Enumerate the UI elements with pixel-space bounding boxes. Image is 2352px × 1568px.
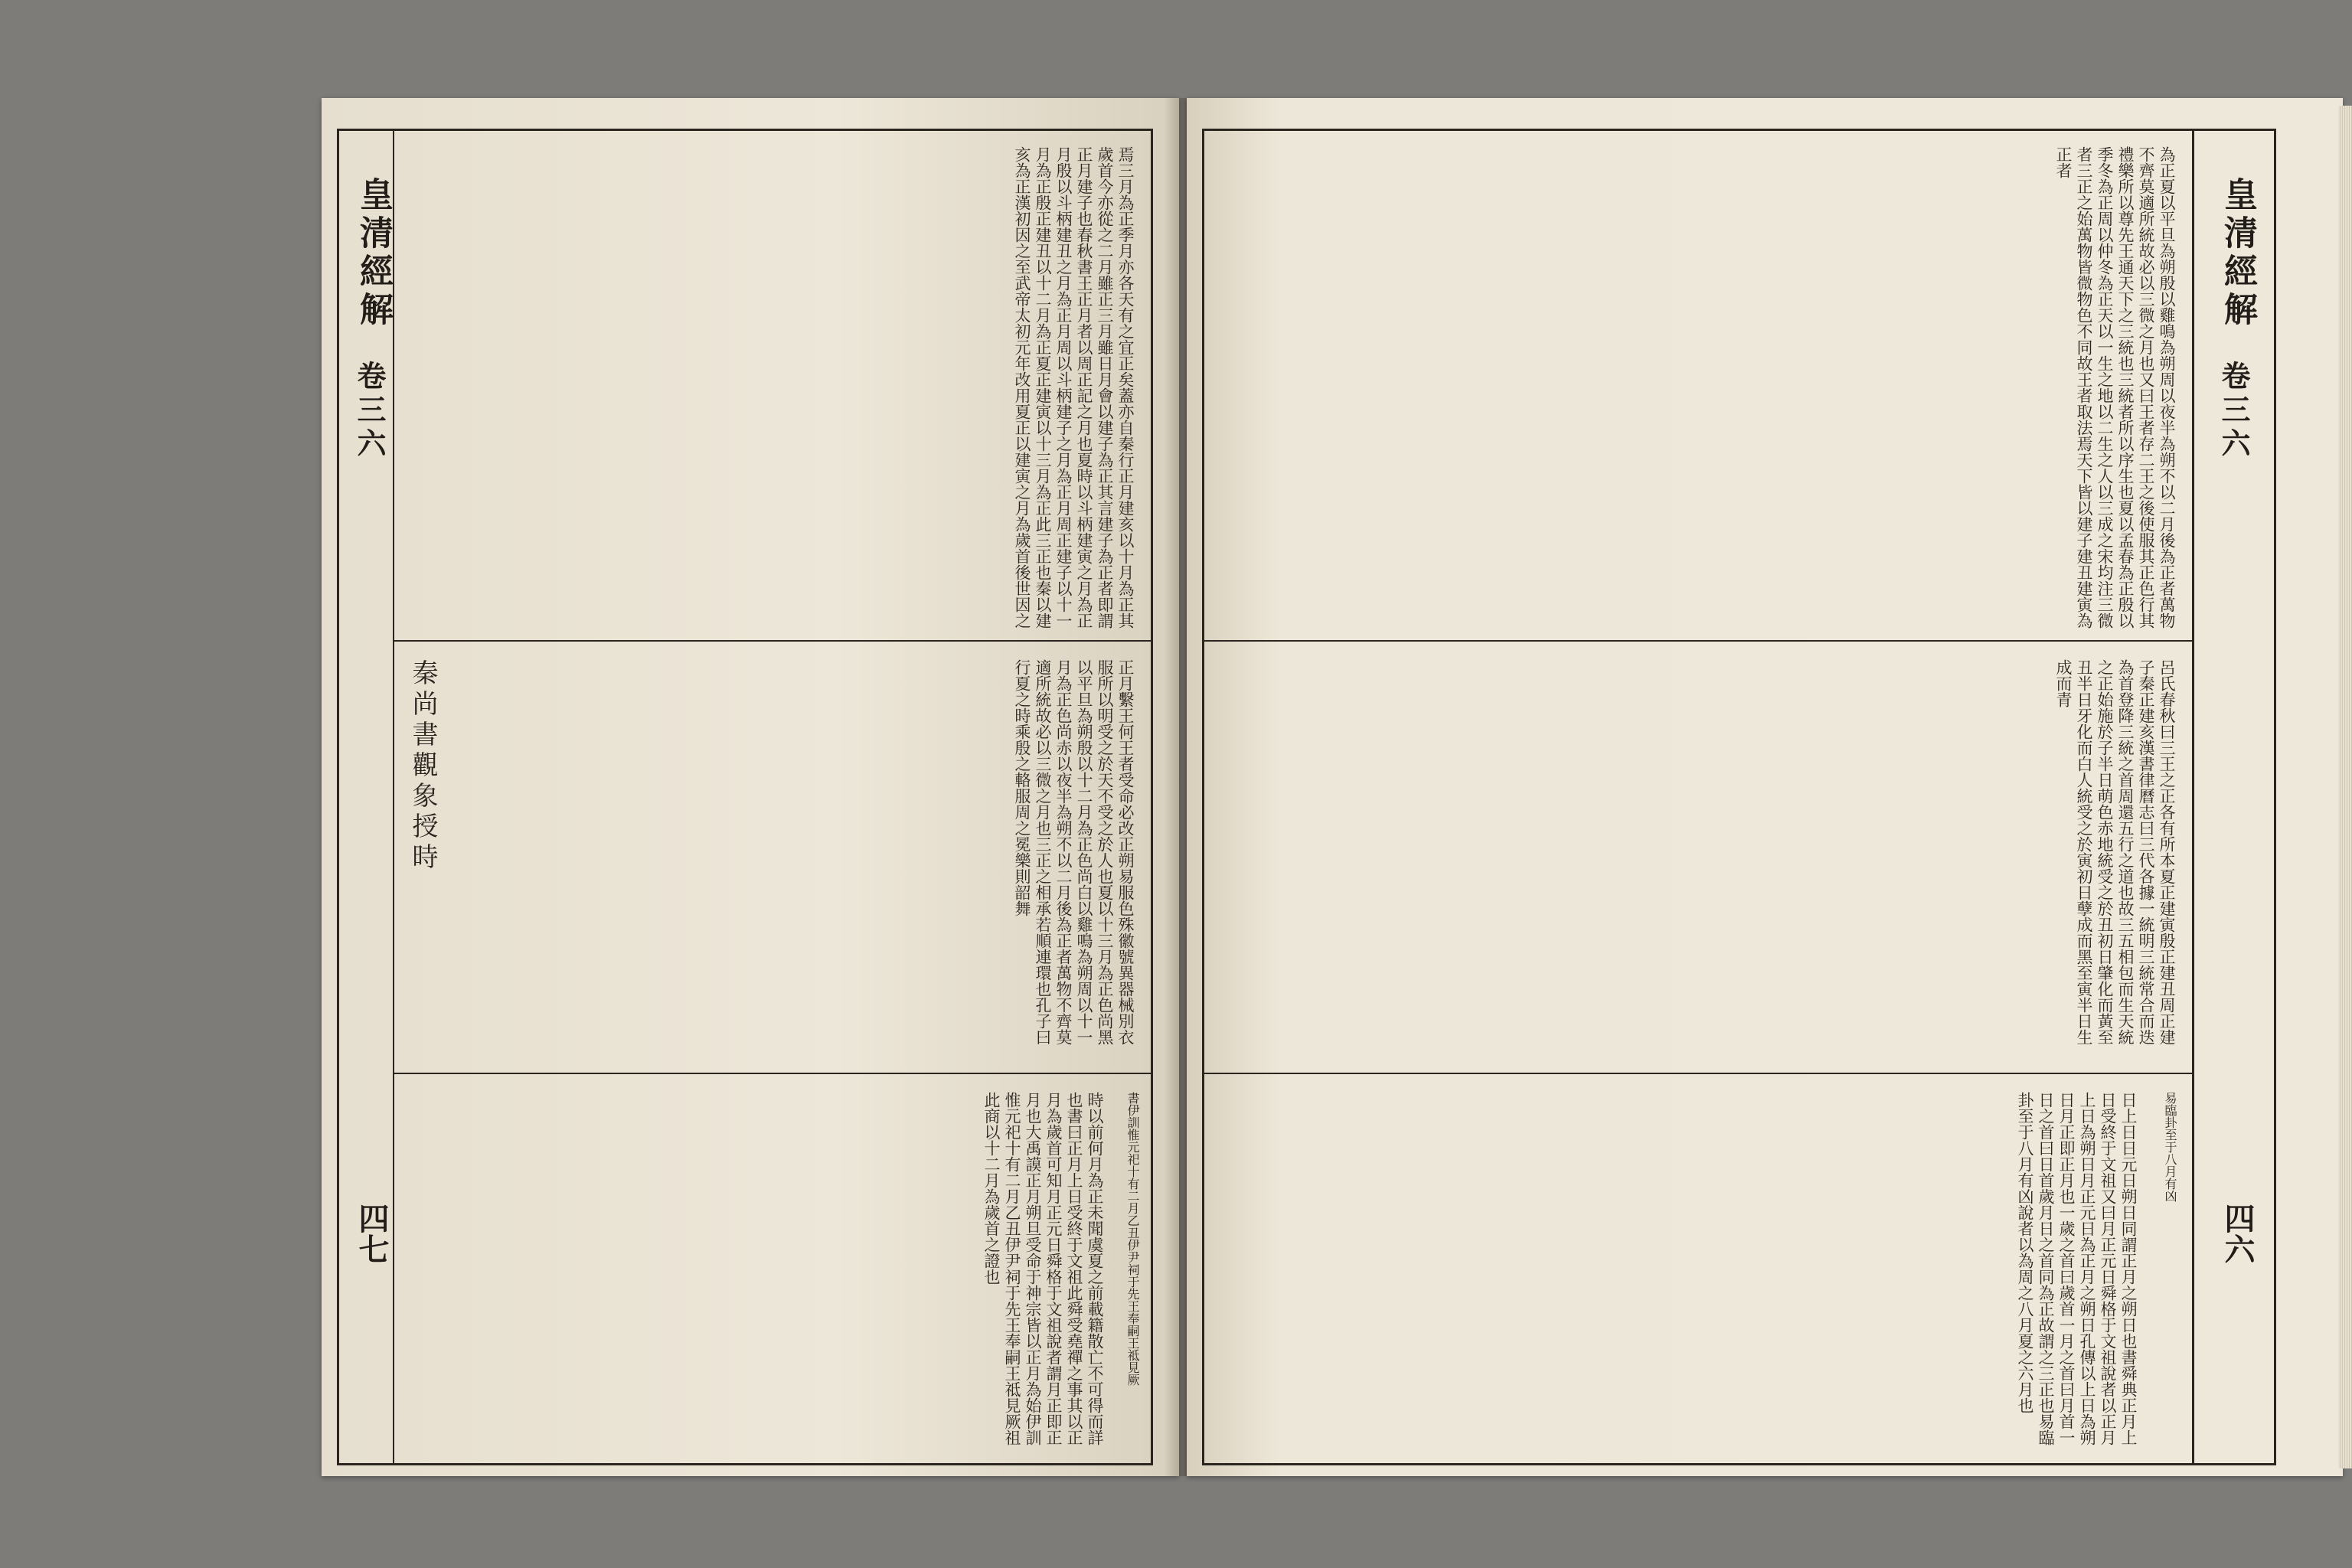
left-page xyxy=(322,98,1179,1476)
left-banxin xyxy=(339,131,394,1463)
left-banxin-folio: 四七 xyxy=(354,1203,390,1264)
left-page-frame xyxy=(337,129,1153,1465)
right-middle-text: 呂氏春秋曰三王之正各有所本夏正建寅殷正建丑周正建子秦正建亥漢書律曆志曰三代各據一統明三統常合而迭為首登降三統之首周還五行之道也故三五相包而生天統之正始施於子半日萌色赤地統受之於丑初日肇化而黃至丑半日牙化而白人統受之於寅初日孽成而黑至寅半日生成而青 xyxy=(2054,659,2176,1045)
right-top-text: 為正夏以平旦為朔殷以雞鳴為朔周以夜半為朔不以二月後為正者萬物不齊莫適所統故必以三微之月也又曰王者存二王之後使服其正色行其禮樂所以尊先王通天下之三統也三統者所以序生也夏以孟春為正殷以季冬為正周以仲冬為正天以一生之地以二生之人以三成之宋均注三微者三正之始萬物皆微物色不同故王者取法焉天下皆以建子建丑建寅為正者 xyxy=(2054,146,2176,629)
open-book xyxy=(322,98,2343,1476)
right-page-frame xyxy=(1202,129,2194,1465)
left-bottom-text: 時以前何月為正未聞虞夏之前載籍散亡不可得而詳也書曰正月上日受終于文祖此舜受堯禪之事其以正月為歲首可知月正元日舜格于文祖說者謂月正即正月也大禹謨正月朔旦受命于神宗皆以正月為始伊訓惟元祀十有二月乙丑伊尹祠于先王奉嗣王祗見厥祖此商以十二月為歲首之證也 xyxy=(982,1092,1104,1446)
right-bottom-heading: 易臨卦至于八月有凶 xyxy=(2163,1092,2177,1202)
right-banxin-title: 皇清經解 xyxy=(2218,177,2257,330)
left-bottom-heading: 書伊訓惟元祀十有二月乙丑伊尹祠于先王奉嗣王祗見厥 xyxy=(1125,1092,1140,1386)
right-register-line-2 xyxy=(1204,1073,2192,1074)
left-register-line-2 xyxy=(393,1073,1151,1074)
left-signature: 秦尚書觀象授時 xyxy=(407,659,438,874)
right-banxin-folio: 四六 xyxy=(2220,1203,2256,1264)
left-banxin-volume: 卷三六 xyxy=(352,361,387,462)
right-banxin xyxy=(2190,129,2276,1465)
left-middle-text: 正月繫王何王者受命必改正朔易服色殊徽號異器械別衣服所以明受之於天不受之於人也夏以十三月為正色尚黑以平旦為朔殷以十二月為正色尚白以雞鳴為朔周以十一月為正色尚赤以夜半為朔不以二月後為正者萬物不齊莫適所統故必以三微之月也三正之相承若順連環也孔子曰行夏之時乘殷之輅服周之冕樂則韶舞 xyxy=(1013,659,1135,1045)
left-top-text: 焉三月為正季月亦各天有之宜正矣蓋亦自秦行正月建亥以十月為正其歲首今亦從之二月雖正三月雖日月會以建子為正其言建子為正者即謂正月建子也春秋書王正月者以周正記之月也夏時以斗柄建寅之月為正月殷以斗柄建丑之月為正月周以斗柄建子之月為正月周正建子以十一月為正殷正建丑以十二月為正夏正建寅以十三月為正此三正也秦以建亥為正漢初因之至武帝太初元年改用夏正以建寅之月為歲首後世因之 xyxy=(1013,146,1135,629)
page-edge-stack xyxy=(2338,106,2352,1468)
right-register-line-1 xyxy=(1204,640,2192,642)
right-bottom-text: 日上日日元日朔日同謂正月之朔日也書舜典正月上日受終于文祖又曰月正元日舜格于文祖說者以正月上日為朔日月正元日為正月之朔日孔傳以上日為朔日月正即正月也一歲之首曰歲首一月之首曰月首一日之首曰日首歲月日之首同為正故謂之三正也易臨卦至于八月有凶說者以為周之八月夏之六月也 xyxy=(2016,1092,2138,1446)
right-banxin-volume: 卷三六 xyxy=(2216,361,2251,462)
right-page xyxy=(1187,98,2343,1476)
left-banxin-title: 皇清經解 xyxy=(354,177,393,330)
left-register-line-1 xyxy=(393,640,1151,642)
